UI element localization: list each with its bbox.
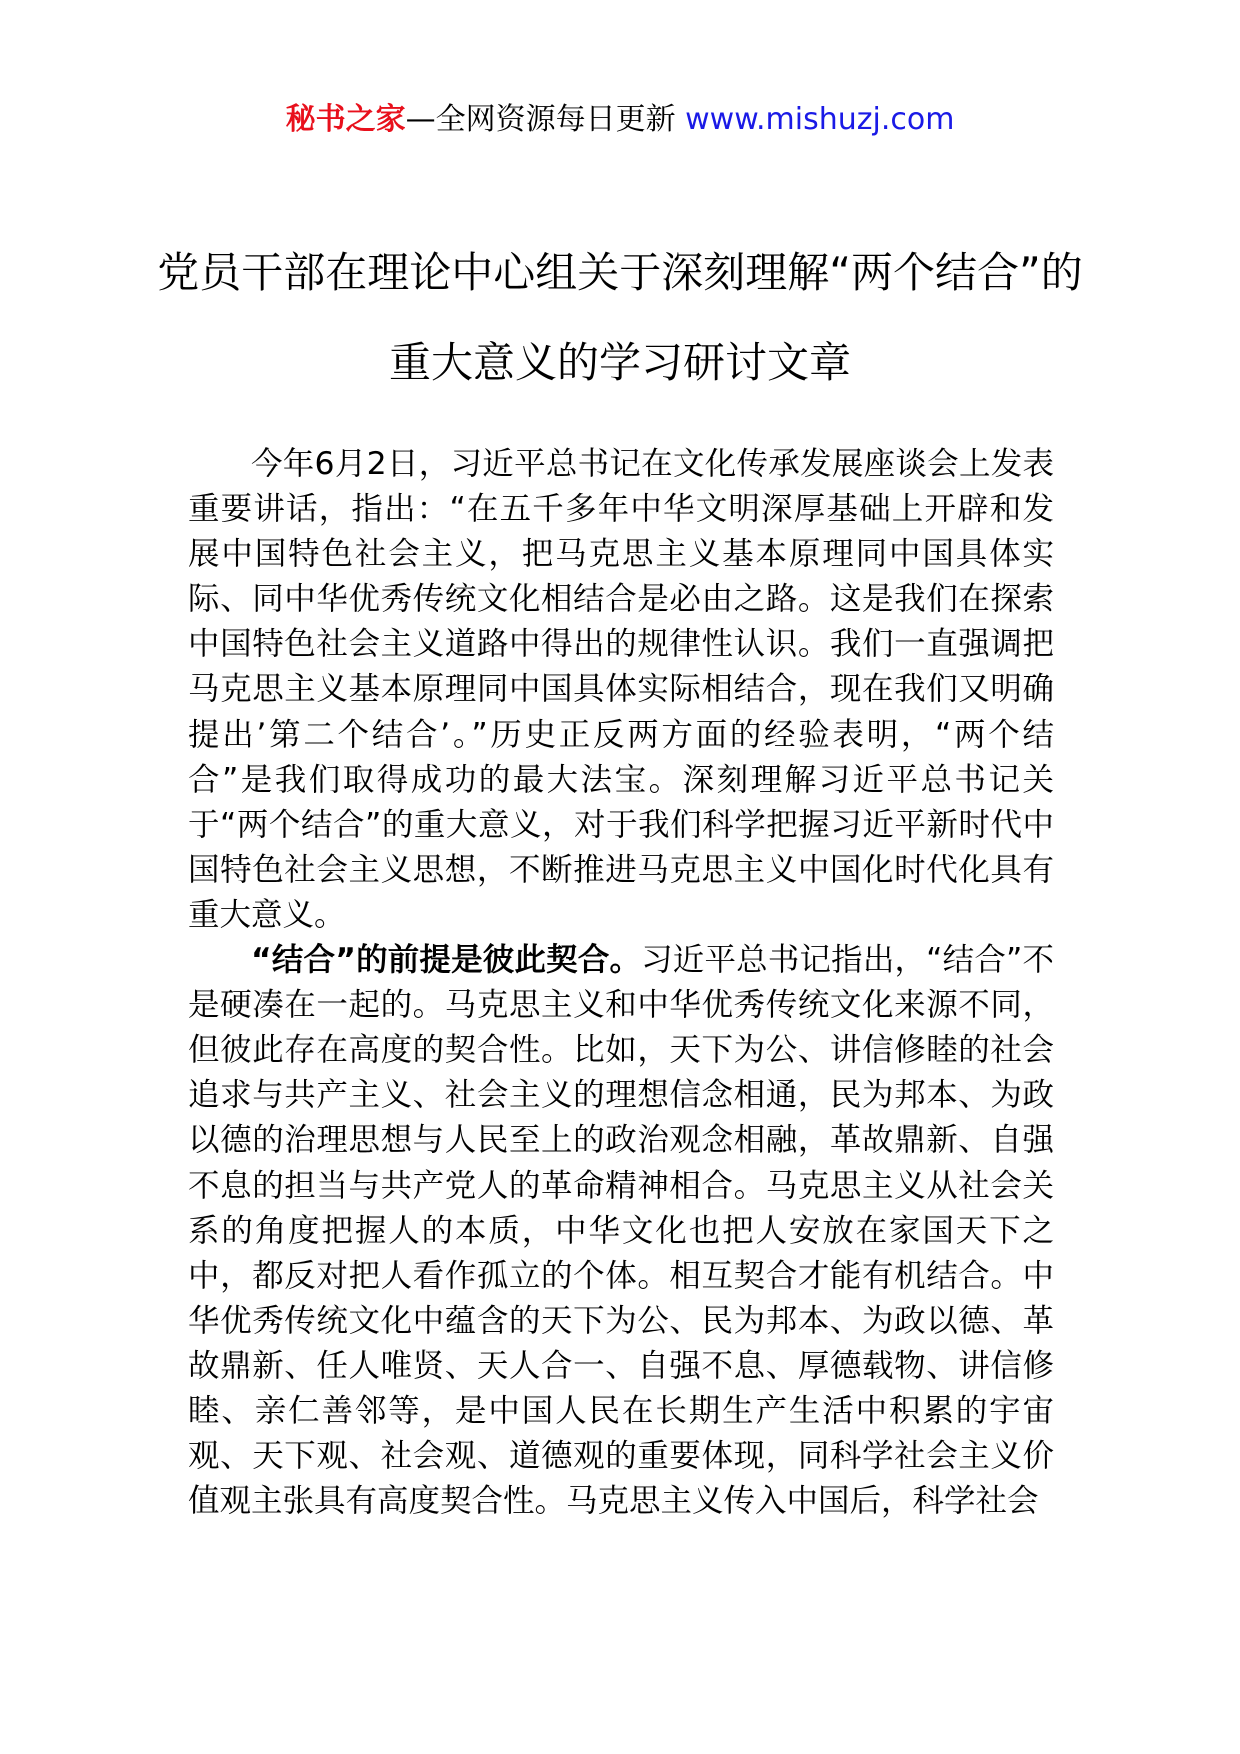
paragraph-intro xyxy=(188,442,1054,938)
site-header xyxy=(0,100,1240,140)
site-url-link[interactable]: www.mishuzj.com xyxy=(685,102,955,137)
brand-name: 秘书之家 xyxy=(285,102,406,137)
paragraph-fit-lead: “结合”的前提是彼此契合。 xyxy=(251,942,642,979)
document-body xyxy=(188,442,1054,1524)
document-title: 党员干部在理论中心组关于深刻理解“两个结合”的重大意义的学习研讨文章 xyxy=(157,248,1083,387)
paragraph-fit-text: 习近平总书记指出，“结合”不是硬凑在一起的。马克思主义和中华优秀传统文化来源不同，但彼此存在高度的契合性。比如，天下为公、讲信修睦的社会追求与共产主义、社会主义的理想信念相通，民为邦本、为政以德的治理思想与人民至上的政治观念相融，革故鼎新、自强不息的担当与共产党人的革命精神相合。马克思主义从社会关系的角度把握人的本质，中华文化也把人安放在家国天下之中，都反对把人看作孤立的个体。相互契合才能有机结合。中华优秀传统文化中蕴含的天下为公、民为邦本、为政以德、革故鼎新、任人唯贤、天人合一、自强不息、厚德载物、讲信修睦、亲仁善邻等，是中国人民在长期生产生活中积累的宇宙观、天下观、社会观、道德观的重要体现，同科学社会主义价值观主张具有高度契合性。马克思主义传入中国后，科学社会 xyxy=(188,942,1054,1520)
paragraph-fit xyxy=(188,938,1054,1524)
paragraph-intro-text: 今年6月2日，习近平总书记在文化传承发展座谈会上发表重要讲话，指出：“在五千多年中华文明深厚基础上开辟和发展中国特色社会主义，把马克思主义基本原理同中国具体实际、同中华优秀传统文化相结合是必由之路。这是我们在探索中国特色社会主义道路中得出的规律性认识。我们一直强调把马克思主义基本原理同中国具体实际相结合，现在我们又明确提出’第二个结合’。”历史正反两方面的经验表明，“两个结合”是我们取得成功的最大法宝。深刻理解习近平总书记关于“两个结合”的重大意义，对于我们科学把握习近平新时代中国特色社会主义思想，不断推进马克思主义中国化时代化具有重大意义。 xyxy=(188,446,1054,933)
header-tagline: —全网资源每日更新 xyxy=(405,102,686,137)
